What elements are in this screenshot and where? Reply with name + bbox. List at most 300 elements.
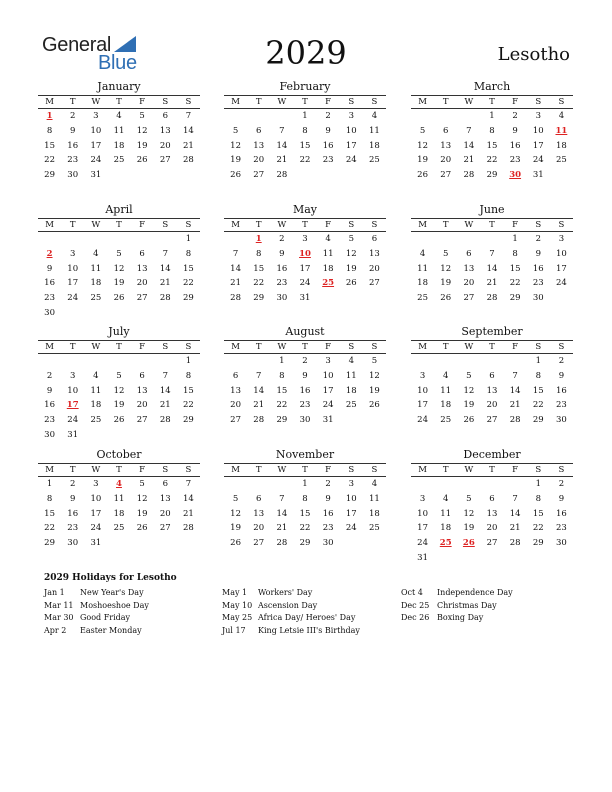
weekday-label: F bbox=[139, 465, 146, 475]
weekday-label: F bbox=[139, 97, 146, 107]
day-cell: 26 bbox=[113, 415, 125, 426]
holiday-date: Oct 4 bbox=[401, 588, 423, 597]
weekday-header bbox=[224, 464, 386, 477]
day-cell: 15 bbox=[509, 263, 521, 274]
day-cell: 1 bbox=[302, 111, 308, 121]
empty-cell bbox=[434, 354, 457, 369]
empty-cell bbox=[154, 232, 177, 247]
weekday-label: S bbox=[185, 220, 192, 230]
weekday-label: T bbox=[255, 465, 262, 475]
day-cell: 5 bbox=[232, 493, 239, 504]
weekday-label: T bbox=[116, 220, 122, 230]
day-cell: 9 bbox=[512, 125, 518, 136]
day-cell: 8 bbox=[46, 493, 53, 504]
weekday-label: S bbox=[535, 465, 542, 475]
day-cell: 27 bbox=[136, 415, 148, 426]
day-grid bbox=[224, 232, 386, 306]
holiday-date: Apr 2 bbox=[44, 625, 67, 635]
day-cell: 21 bbox=[183, 508, 194, 519]
weekday-label: F bbox=[512, 97, 519, 107]
weekday-label: T bbox=[489, 97, 495, 107]
weekday-header bbox=[411, 219, 573, 232]
day-cell: 24 bbox=[299, 278, 311, 289]
day-cell: 3 bbox=[70, 248, 76, 259]
day-cell: 8 bbox=[256, 248, 262, 259]
weekday-label: T bbox=[442, 220, 449, 230]
day-cell: 10 bbox=[90, 493, 102, 504]
day-cell: 22 bbox=[299, 155, 311, 166]
day-cell: 20 bbox=[159, 140, 171, 151]
day-cell: 19 bbox=[463, 523, 475, 534]
weekday-label: T bbox=[69, 97, 76, 107]
day-cell: 29 bbox=[44, 170, 55, 181]
holiday-day-cell: 25 bbox=[322, 278, 335, 289]
day-cell: 14 bbox=[509, 385, 521, 396]
day-cell: 26 bbox=[136, 523, 148, 534]
day-cell: 15 bbox=[183, 263, 194, 274]
day-cell: 11 bbox=[440, 385, 452, 396]
day-cell: 4 bbox=[558, 111, 565, 121]
day-grid bbox=[38, 109, 200, 183]
day-cell: 21 bbox=[183, 140, 194, 151]
day-cell: 4 bbox=[443, 493, 449, 504]
day-cell: 1 bbox=[279, 356, 285, 366]
day-cell: 25 bbox=[369, 523, 380, 534]
day-cell: 16 bbox=[532, 263, 544, 274]
day-cell: 12 bbox=[136, 125, 148, 136]
empty-cell bbox=[61, 354, 84, 369]
day-cell: 13 bbox=[230, 385, 241, 396]
day-cell: 11 bbox=[440, 508, 452, 519]
day-cell: 22 bbox=[44, 523, 55, 534]
day-cell: 23 bbox=[67, 155, 79, 166]
day-cell: 20 bbox=[486, 523, 498, 534]
weekday-label: F bbox=[325, 97, 332, 107]
day-cell: 4 bbox=[371, 479, 378, 489]
day-cell: 24 bbox=[556, 278, 567, 289]
month-april bbox=[38, 203, 200, 321]
day-cell: 31 bbox=[67, 429, 79, 440]
day-cell: 31 bbox=[299, 293, 311, 304]
day-cell: 7 bbox=[162, 248, 168, 259]
weekday-label: W bbox=[464, 97, 474, 107]
day-cell: 11 bbox=[322, 248, 334, 259]
day-cell: 29 bbox=[532, 538, 544, 549]
day-cell: 30 bbox=[532, 293, 544, 304]
weekday-label: W bbox=[277, 465, 287, 475]
day-cell: 22 bbox=[253, 278, 265, 289]
day-cell: 11 bbox=[90, 263, 102, 274]
empty-cell bbox=[107, 354, 130, 369]
day-cell: 23 bbox=[276, 278, 288, 289]
day-cell: 8 bbox=[185, 248, 192, 259]
day-cell: 1 bbox=[535, 479, 541, 489]
holiday-name: Boxing Day bbox=[437, 613, 484, 622]
day-cell: 29 bbox=[44, 538, 55, 549]
day-cell: 11 bbox=[345, 370, 357, 381]
day-cell: 2 bbox=[325, 479, 331, 489]
day-cell: 8 bbox=[185, 370, 192, 381]
day-cell: 11 bbox=[90, 385, 102, 396]
day-cell: 23 bbox=[532, 278, 544, 289]
day-cell: 14 bbox=[253, 385, 265, 396]
empty-cell bbox=[434, 109, 457, 124]
weekday-label: S bbox=[185, 465, 192, 475]
weekday-label: T bbox=[442, 342, 449, 352]
day-cell: 22 bbox=[532, 400, 544, 411]
weekday-label: T bbox=[302, 220, 308, 230]
day-cell: 3 bbox=[558, 234, 565, 244]
day-cell: 9 bbox=[558, 370, 565, 381]
day-cell: 29 bbox=[532, 415, 544, 426]
weekday-label: W bbox=[464, 465, 474, 475]
day-cell: 27 bbox=[159, 523, 171, 534]
day-cell: 19 bbox=[417, 155, 428, 166]
day-cell: 11 bbox=[113, 493, 125, 504]
day-cell: 29 bbox=[509, 293, 521, 304]
day-cell: 28 bbox=[486, 293, 498, 304]
day-cell: 17 bbox=[90, 140, 102, 151]
day-cell: 26 bbox=[136, 155, 148, 166]
weekday-label: T bbox=[489, 465, 495, 475]
day-cell: 23 bbox=[322, 155, 334, 166]
empty-cell bbox=[457, 354, 480, 369]
day-cell: 2 bbox=[535, 234, 541, 244]
day-cell: 14 bbox=[183, 493, 194, 504]
day-cell: 4 bbox=[116, 111, 122, 121]
day-cell: 23 bbox=[299, 400, 311, 411]
day-cell: 5 bbox=[466, 493, 472, 504]
day-cell: 6 bbox=[489, 370, 495, 381]
day-cell: 11 bbox=[113, 125, 125, 136]
day-cell: 28 bbox=[509, 538, 521, 549]
holiday-name: Workers' Day bbox=[258, 588, 313, 597]
day-cell: 23 bbox=[556, 400, 567, 411]
day-cell: 27 bbox=[463, 293, 475, 304]
holiday-day-cell: 4 bbox=[116, 479, 122, 489]
weekday-label: S bbox=[371, 342, 378, 352]
day-cell: 6 bbox=[139, 248, 145, 259]
weekday-label: T bbox=[302, 465, 308, 475]
empty-cell bbox=[434, 477, 457, 492]
day-cell: 9 bbox=[535, 248, 541, 259]
day-cell: 24 bbox=[345, 523, 357, 534]
day-cell: 28 bbox=[276, 538, 288, 549]
day-grid bbox=[224, 354, 386, 428]
day-cell: 22 bbox=[183, 400, 194, 411]
day-cell: 21 bbox=[159, 278, 171, 289]
day-grid bbox=[411, 109, 573, 183]
day-cell: 14 bbox=[159, 385, 171, 396]
month-name: October bbox=[96, 448, 142, 461]
holidays-title: 2029 Holidays for Lesotho bbox=[44, 573, 177, 583]
weekday-label: F bbox=[139, 220, 146, 230]
weekday-header bbox=[411, 464, 573, 477]
day-cell: 26 bbox=[345, 278, 357, 289]
day-cell: 3 bbox=[325, 356, 331, 366]
empty-cell bbox=[38, 354, 61, 369]
weekday-label: T bbox=[489, 220, 495, 230]
holiday-date: Dec 26 bbox=[401, 613, 430, 622]
day-cell: 8 bbox=[512, 248, 518, 259]
day-cell: 4 bbox=[93, 370, 99, 381]
day-cell: 13 bbox=[253, 140, 265, 151]
day-cell: 1 bbox=[512, 234, 518, 244]
day-cell: 7 bbox=[162, 370, 168, 381]
day-cell: 30 bbox=[556, 415, 567, 426]
weekday-label: T bbox=[116, 465, 122, 475]
day-cell: 28 bbox=[276, 170, 288, 181]
weekday-label: W bbox=[277, 97, 287, 107]
day-cell: 14 bbox=[276, 140, 288, 151]
day-cell: 9 bbox=[325, 125, 331, 136]
empty-cell bbox=[247, 354, 270, 369]
day-cell: 20 bbox=[136, 400, 148, 411]
day-cell: 31 bbox=[417, 552, 428, 563]
weekday-label: W bbox=[91, 342, 101, 352]
day-cell: 9 bbox=[302, 370, 308, 381]
empty-cell bbox=[480, 232, 503, 247]
day-cell: 17 bbox=[67, 278, 79, 289]
day-cell: 21 bbox=[276, 523, 288, 534]
day-cell: 30 bbox=[67, 538, 79, 549]
day-cell: 21 bbox=[509, 400, 521, 411]
weekday-header bbox=[38, 96, 200, 109]
day-cell: 14 bbox=[230, 263, 241, 274]
month-name: December bbox=[463, 448, 521, 461]
holiday-date: Mar 11 bbox=[44, 600, 74, 610]
day-grid bbox=[411, 232, 573, 306]
day-cell: 24 bbox=[322, 400, 334, 411]
day-cell: 3 bbox=[93, 479, 99, 489]
holiday-name: King Letsie III's Birthday bbox=[258, 625, 360, 635]
day-grid bbox=[38, 232, 200, 321]
month-july bbox=[38, 325, 200, 443]
day-cell: 25 bbox=[90, 293, 102, 304]
logo-triangle-icon bbox=[114, 36, 136, 52]
empty-cell bbox=[131, 354, 154, 369]
holiday-name: Ascension Day bbox=[258, 600, 318, 610]
day-cell: 1 bbox=[46, 479, 53, 489]
month-name: June bbox=[479, 203, 505, 216]
day-cell: 26 bbox=[230, 170, 241, 181]
day-cell: 10 bbox=[556, 248, 567, 259]
day-cell: 27 bbox=[369, 278, 380, 289]
holiday-item bbox=[222, 600, 360, 613]
weekday-label: S bbox=[558, 465, 565, 475]
empty-cell bbox=[504, 354, 527, 369]
empty-cell bbox=[411, 477, 434, 492]
day-cell: 17 bbox=[90, 508, 102, 519]
day-cell: 17 bbox=[345, 508, 357, 519]
weekday-label: S bbox=[371, 220, 378, 230]
day-cell: 5 bbox=[443, 248, 449, 259]
weekday-label: W bbox=[91, 465, 101, 475]
holiday-name: New Year's Day bbox=[80, 588, 144, 597]
day-cell: 12 bbox=[369, 370, 380, 381]
day-cell: 2 bbox=[302, 356, 308, 366]
weekday-label: S bbox=[558, 342, 565, 352]
day-cell: 6 bbox=[256, 493, 262, 504]
day-cell: 28 bbox=[463, 170, 475, 181]
weekday-label: W bbox=[91, 97, 101, 107]
weekday-header bbox=[411, 96, 573, 109]
day-cell: 24 bbox=[417, 415, 428, 426]
day-cell: 12 bbox=[417, 140, 428, 151]
day-cell: 7 bbox=[279, 493, 285, 504]
empty-cell bbox=[457, 477, 480, 492]
weekday-label: T bbox=[302, 342, 308, 352]
calendar-year: 2029 bbox=[265, 34, 347, 72]
day-cell: 27 bbox=[440, 170, 452, 181]
day-cell: 8 bbox=[302, 125, 308, 136]
day-cell: 27 bbox=[136, 293, 148, 304]
day-cell: 24 bbox=[345, 155, 357, 166]
day-cell: 9 bbox=[46, 263, 53, 274]
day-cell: 2 bbox=[325, 111, 331, 121]
holiday-date: Jul 17 bbox=[222, 625, 246, 635]
day-cell: 9 bbox=[558, 493, 565, 504]
empty-cell bbox=[224, 109, 247, 124]
day-cell: 12 bbox=[345, 248, 357, 259]
logo-text-general: General bbox=[42, 34, 112, 56]
weekday-header bbox=[38, 464, 200, 477]
holiday-date: Mar 30 bbox=[44, 613, 74, 622]
day-cell: 10 bbox=[67, 263, 79, 274]
holiday-date: Dec 25 bbox=[401, 600, 430, 610]
day-cell: 20 bbox=[230, 400, 241, 411]
holiday-day-cell: 1 bbox=[255, 234, 262, 244]
holiday-day-cell: 26 bbox=[462, 538, 475, 549]
day-cell: 12 bbox=[230, 140, 241, 151]
weekday-label: T bbox=[489, 342, 495, 352]
day-cell: 31 bbox=[90, 170, 102, 181]
day-cell: 2 bbox=[558, 356, 565, 366]
day-cell: 13 bbox=[159, 493, 171, 504]
day-cell: 18 bbox=[417, 278, 428, 289]
day-cell: 24 bbox=[532, 155, 544, 166]
day-cell: 1 bbox=[185, 356, 192, 366]
weekday-header bbox=[38, 219, 200, 232]
day-cell: 28 bbox=[230, 293, 241, 304]
month-name: March bbox=[473, 80, 511, 93]
holiday-day-cell: 30 bbox=[509, 170, 522, 181]
holiday-name: Good Friday bbox=[80, 613, 131, 622]
day-cell: 19 bbox=[369, 385, 380, 396]
month-may bbox=[224, 203, 386, 306]
day-cell: 18 bbox=[90, 278, 102, 289]
day-cell: 20 bbox=[463, 278, 475, 289]
empty-cell bbox=[247, 109, 270, 124]
day-cell: 24 bbox=[417, 538, 428, 549]
holiday-day-cell: 25 bbox=[439, 538, 452, 549]
day-grid bbox=[224, 109, 386, 183]
day-cell: 16 bbox=[67, 140, 79, 151]
day-cell: 14 bbox=[183, 125, 194, 136]
day-cell: 16 bbox=[44, 400, 55, 411]
day-cell: 7 bbox=[466, 125, 472, 136]
day-cell: 29 bbox=[276, 415, 288, 426]
day-cell: 5 bbox=[232, 125, 239, 136]
day-cell: 27 bbox=[486, 538, 498, 549]
day-cell: 30 bbox=[299, 415, 311, 426]
day-cell: 5 bbox=[116, 248, 122, 259]
day-cell: 25 bbox=[369, 155, 380, 166]
day-cell: 29 bbox=[183, 415, 194, 426]
holiday-column bbox=[401, 587, 513, 625]
day-cell: 13 bbox=[369, 248, 380, 259]
day-cell: 24 bbox=[90, 523, 102, 534]
day-cell: 25 bbox=[345, 400, 357, 411]
holiday-item bbox=[401, 600, 513, 613]
weekday-label: S bbox=[558, 220, 565, 230]
day-cell: 5 bbox=[139, 479, 145, 489]
day-cell: 16 bbox=[276, 263, 288, 274]
day-cell: 30 bbox=[44, 307, 55, 318]
weekday-label: S bbox=[348, 465, 355, 475]
day-cell: 16 bbox=[322, 508, 334, 519]
day-cell: 25 bbox=[440, 415, 452, 426]
weekday-label: T bbox=[116, 342, 122, 352]
day-cell: 19 bbox=[345, 263, 357, 274]
day-cell: 21 bbox=[276, 155, 288, 166]
day-cell: 17 bbox=[417, 523, 428, 534]
empty-cell bbox=[480, 477, 503, 492]
weekday-label: S bbox=[535, 220, 542, 230]
day-cell: 4 bbox=[93, 248, 99, 259]
weekday-label: S bbox=[162, 342, 169, 352]
day-cell: 28 bbox=[509, 415, 521, 426]
day-cell: 12 bbox=[463, 385, 475, 396]
day-cell: 9 bbox=[279, 248, 285, 259]
day-cell: 10 bbox=[345, 493, 357, 504]
day-cell: 12 bbox=[113, 385, 125, 396]
day-cell: 18 bbox=[345, 385, 357, 396]
weekday-label: M bbox=[231, 342, 240, 352]
month-name: May bbox=[292, 203, 318, 216]
weekday-label: S bbox=[162, 465, 169, 475]
weekday-label: S bbox=[162, 97, 169, 107]
day-cell: 24 bbox=[90, 155, 102, 166]
month-october bbox=[38, 448, 200, 551]
holiday-day-cell: 17 bbox=[66, 400, 79, 411]
holiday-item bbox=[401, 612, 513, 625]
day-cell: 23 bbox=[44, 293, 55, 304]
day-cell: 15 bbox=[486, 140, 498, 151]
holiday-item bbox=[222, 587, 360, 600]
day-cell: 10 bbox=[532, 125, 544, 136]
day-cell: 28 bbox=[183, 523, 194, 534]
day-cell: 7 bbox=[489, 248, 495, 259]
day-cell: 13 bbox=[159, 125, 171, 136]
day-cell: 15 bbox=[44, 140, 55, 151]
day-cell: 27 bbox=[159, 155, 171, 166]
weekday-label: T bbox=[69, 465, 76, 475]
day-cell: 17 bbox=[417, 400, 428, 411]
day-cell: 19 bbox=[136, 140, 148, 151]
day-cell: 27 bbox=[253, 170, 265, 181]
day-cell: 13 bbox=[486, 508, 498, 519]
weekday-label: W bbox=[277, 342, 287, 352]
holiday-item bbox=[44, 612, 149, 625]
day-cell: 24 bbox=[67, 415, 79, 426]
month-june bbox=[411, 203, 573, 306]
day-cell: 14 bbox=[486, 263, 498, 274]
day-cell: 25 bbox=[417, 293, 428, 304]
weekday-header bbox=[411, 341, 573, 354]
day-cell: 23 bbox=[67, 523, 79, 534]
generalblue-logo bbox=[42, 34, 162, 74]
